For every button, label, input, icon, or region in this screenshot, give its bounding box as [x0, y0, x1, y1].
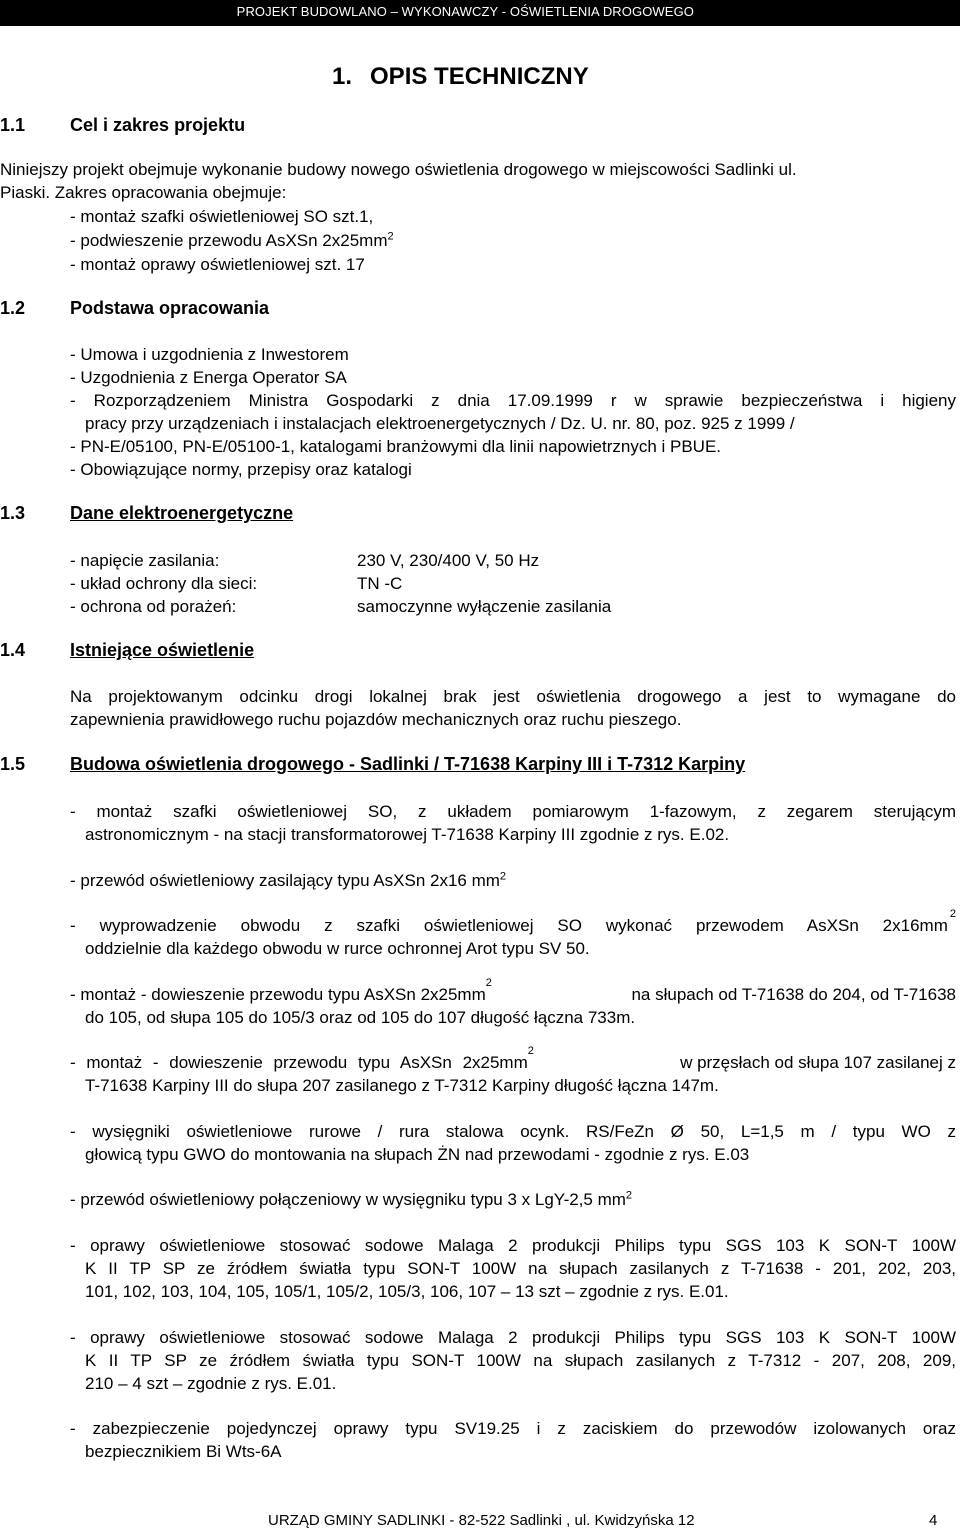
work-item: - montaż szafki oświetleniowej SO, z układem pomiarowym 1-fazowym, z zegarem sterującym — [70, 802, 956, 821]
work-item: - zabezpieczenie pojedynczej oprawy typu SV19.25 i z zaciskiem do przewodów izolowanych oraz — [70, 1419, 956, 1438]
param-value: samoczynne wyłączenie zasilania — [357, 597, 612, 616]
work-item: - oprawy oświetleniowe stosować sodowe Malaga 2 produkcji Philips typu SGS 103 K SON-T 100W — [70, 1328, 956, 1347]
work-item — [70, 869, 506, 893]
intro-line-2: Piaski. Zakres opracowania obejmuje: — [0, 183, 287, 202]
superscript: 2 — [499, 870, 507, 883]
work-item — [70, 1188, 632, 1212]
work-item-cont: K II TP SP ze źródłem światła typu SON-T 100W na słupach zasilanych z T-7312 - 207, 208, 209, — [85, 1351, 956, 1370]
basis-item-cont: pracy przy urządzeniach i instalacjach elektroenergetycznych / Dz. U. nr. 80, poz. 925 z 1999 / — [85, 414, 795, 433]
work-item-cont: 101, 102, 103, 104, 105, 105/1, 105/2, 105/3, 106, 107 – 13 szt – zgodnie z rys. E.01. — [85, 1282, 729, 1301]
basis-item: - Obowiązujące normy, przepisy oraz katalogi — [70, 460, 412, 479]
work-item — [70, 1045, 956, 1075]
work-item-text: - przewód oświetleniowy zasilający typu AsXSn 2x16 mm — [70, 871, 500, 890]
existing-text: zapewnienia prawidłowego ruchu pojazdów mechanicznych oraz ruchu pieszego. — [70, 710, 682, 729]
section-title: Istniejące oświetlenie — [70, 640, 255, 660]
intro-line-1: Niniejszy projekt obejmuje wykonanie budowy nowego oświetlenia drogowego w miejscowości Sadlinki ul. — [0, 160, 797, 179]
section-title: Cel i zakres projektu — [70, 115, 246, 135]
page-number: 4 — [929, 1512, 938, 1529]
param-label: - układ ochrony dla sieci: — [70, 574, 258, 593]
scope-item: - montaż szafki oświetleniowej SO szt.1, — [70, 207, 374, 226]
section-number: 1.5 — [0, 754, 26, 774]
work-item-cont: astronomicznym - na stacji transformatorowej T-71638 Karpiny III zgodnie z rys. E.02. — [85, 825, 730, 844]
work-item — [70, 908, 956, 938]
scope-item: - montaż oprawy oświetleniowej szt. 17 — [70, 255, 365, 274]
work-item-text: - montaż - dowieszenie przewodu typu AsXSn 2x25mm — [70, 985, 486, 1004]
work-item — [70, 977, 956, 1007]
work-item-cont: głowicą typu GWO do montowania na słupach ŻN nad przewodami - zgodnie z rys. E.03 — [85, 1145, 750, 1164]
work-item: - wysięgniki oświetleniowe rurowe / rura stalowa ocynk. RS/FeZn Ø 50, L=1,5 m / typu WO z — [70, 1122, 956, 1141]
title-text: OPIS TECHNICZNY — [370, 63, 589, 90]
param-value: 230 V, 230/400 V, 50 Hz — [357, 551, 540, 570]
footer-address: URZĄD GMINY SADLINKI - 82-522 Sadlinki , ul. Kwidzyńska 12 — [268, 1512, 695, 1529]
basis-item: - PN-E/05100, PN-E/05100-1, katalogami branżowymi dla linii napowietrznych i PBUE. — [70, 437, 722, 456]
work-item-cont: T-71638 Karpiny III do słupa 207 zasilanego z T-7312 Karpiny długość łączna 147m. — [85, 1076, 719, 1095]
work-item-text: w przęsłach od słupa 107 zasilanej z — [680, 1053, 956, 1072]
work-item-text: - montaż - dowieszenie przewodu typu AsXSn 2x25mm — [70, 1053, 528, 1072]
basis-item: - Rozporządzeniem Ministra Gospodarki z dnia 17.09.1999 r w sprawie bezpieczeństwa i higieny — [70, 391, 956, 410]
work-item-text: na słupach od T-71638 do 204, od T-71638 — [631, 985, 956, 1004]
title-number: 1. — [332, 63, 353, 90]
work-item-cont: do 105, od słupa 105 do 105/3 oraz od 105 do 107 długość łączna 733m. — [85, 1008, 636, 1027]
existing-text: Na projektowanym odcinku drogi lokalnej brak jest oświetlenia drogowego a jest to wymagane do — [70, 687, 956, 706]
section-number: 1.2 — [0, 298, 26, 318]
section-number: 1.4 — [0, 640, 26, 660]
section-number: 1.3 — [0, 503, 26, 523]
scope-item-text: - podwieszenie przewodu AsXSn 2x25mm — [70, 231, 388, 250]
scope-item — [70, 229, 394, 252]
work-item-cont: bezpiecznikiem Bi Wts-6A — [85, 1442, 282, 1461]
superscript: 2 — [485, 977, 492, 989]
param-label: - ochrona od porażeń: — [70, 597, 237, 616]
section-title: Podstawa opracowania — [70, 298, 270, 318]
basis-item: - Uzgodnienia z Energa Operator SA — [70, 368, 347, 387]
header-text: PROJEKT BUDOWLANO – WYKONAWCZY - OŚWIETLENIA DROGOWEGO — [236, 4, 694, 19]
work-item-text: - wyprowadzenie obwodu z szafki oświetleniowej SO wykonać przewodem AsXSn 2x16mm — [70, 916, 948, 935]
work-item: - oprawy oświetleniowe stosować sodowe Malaga 2 produkcji Philips typu SGS 103 K SON-T 100W — [70, 1236, 956, 1255]
superscript: 2 — [387, 230, 394, 243]
superscript: 2 — [625, 1189, 633, 1202]
section-number: 1.1 — [0, 115, 26, 135]
work-item-cont: K II TP SP ze źródłem światła typu SON-T 100W na słupach zasilanych z T-71638 - 201, 202, 203, — [85, 1259, 956, 1278]
basis-item: - Umowa i uzgodnienia z Inwestorem — [70, 345, 349, 364]
param-label: - napięcie zasilania: — [70, 551, 220, 570]
header-bar — [0, 0, 960, 26]
param-value: TN -C — [357, 574, 403, 593]
work-item-text: - przewód oświetleniowy połączeniowy w wysięgniku typu 3 x LgY-2,5 mm — [70, 1190, 626, 1209]
page-title — [332, 63, 607, 91]
work-item-cont: 210 – 4 szt – zgodnie z rys. E.01. — [85, 1374, 337, 1393]
superscript: 2 — [527, 1045, 534, 1057]
work-item-cont: oddzielnie dla każdego obwodu w rurce ochronnej Arot typu SV 50. — [85, 939, 590, 958]
superscript: 2 — [949, 908, 956, 920]
section-title: Dane elektroenergetyczne — [70, 503, 294, 523]
section-title: Budowa oświetlenia drogowego - Sadlinki / T-71638 Karpiny III i T-7312 Karpiny — [70, 754, 746, 774]
